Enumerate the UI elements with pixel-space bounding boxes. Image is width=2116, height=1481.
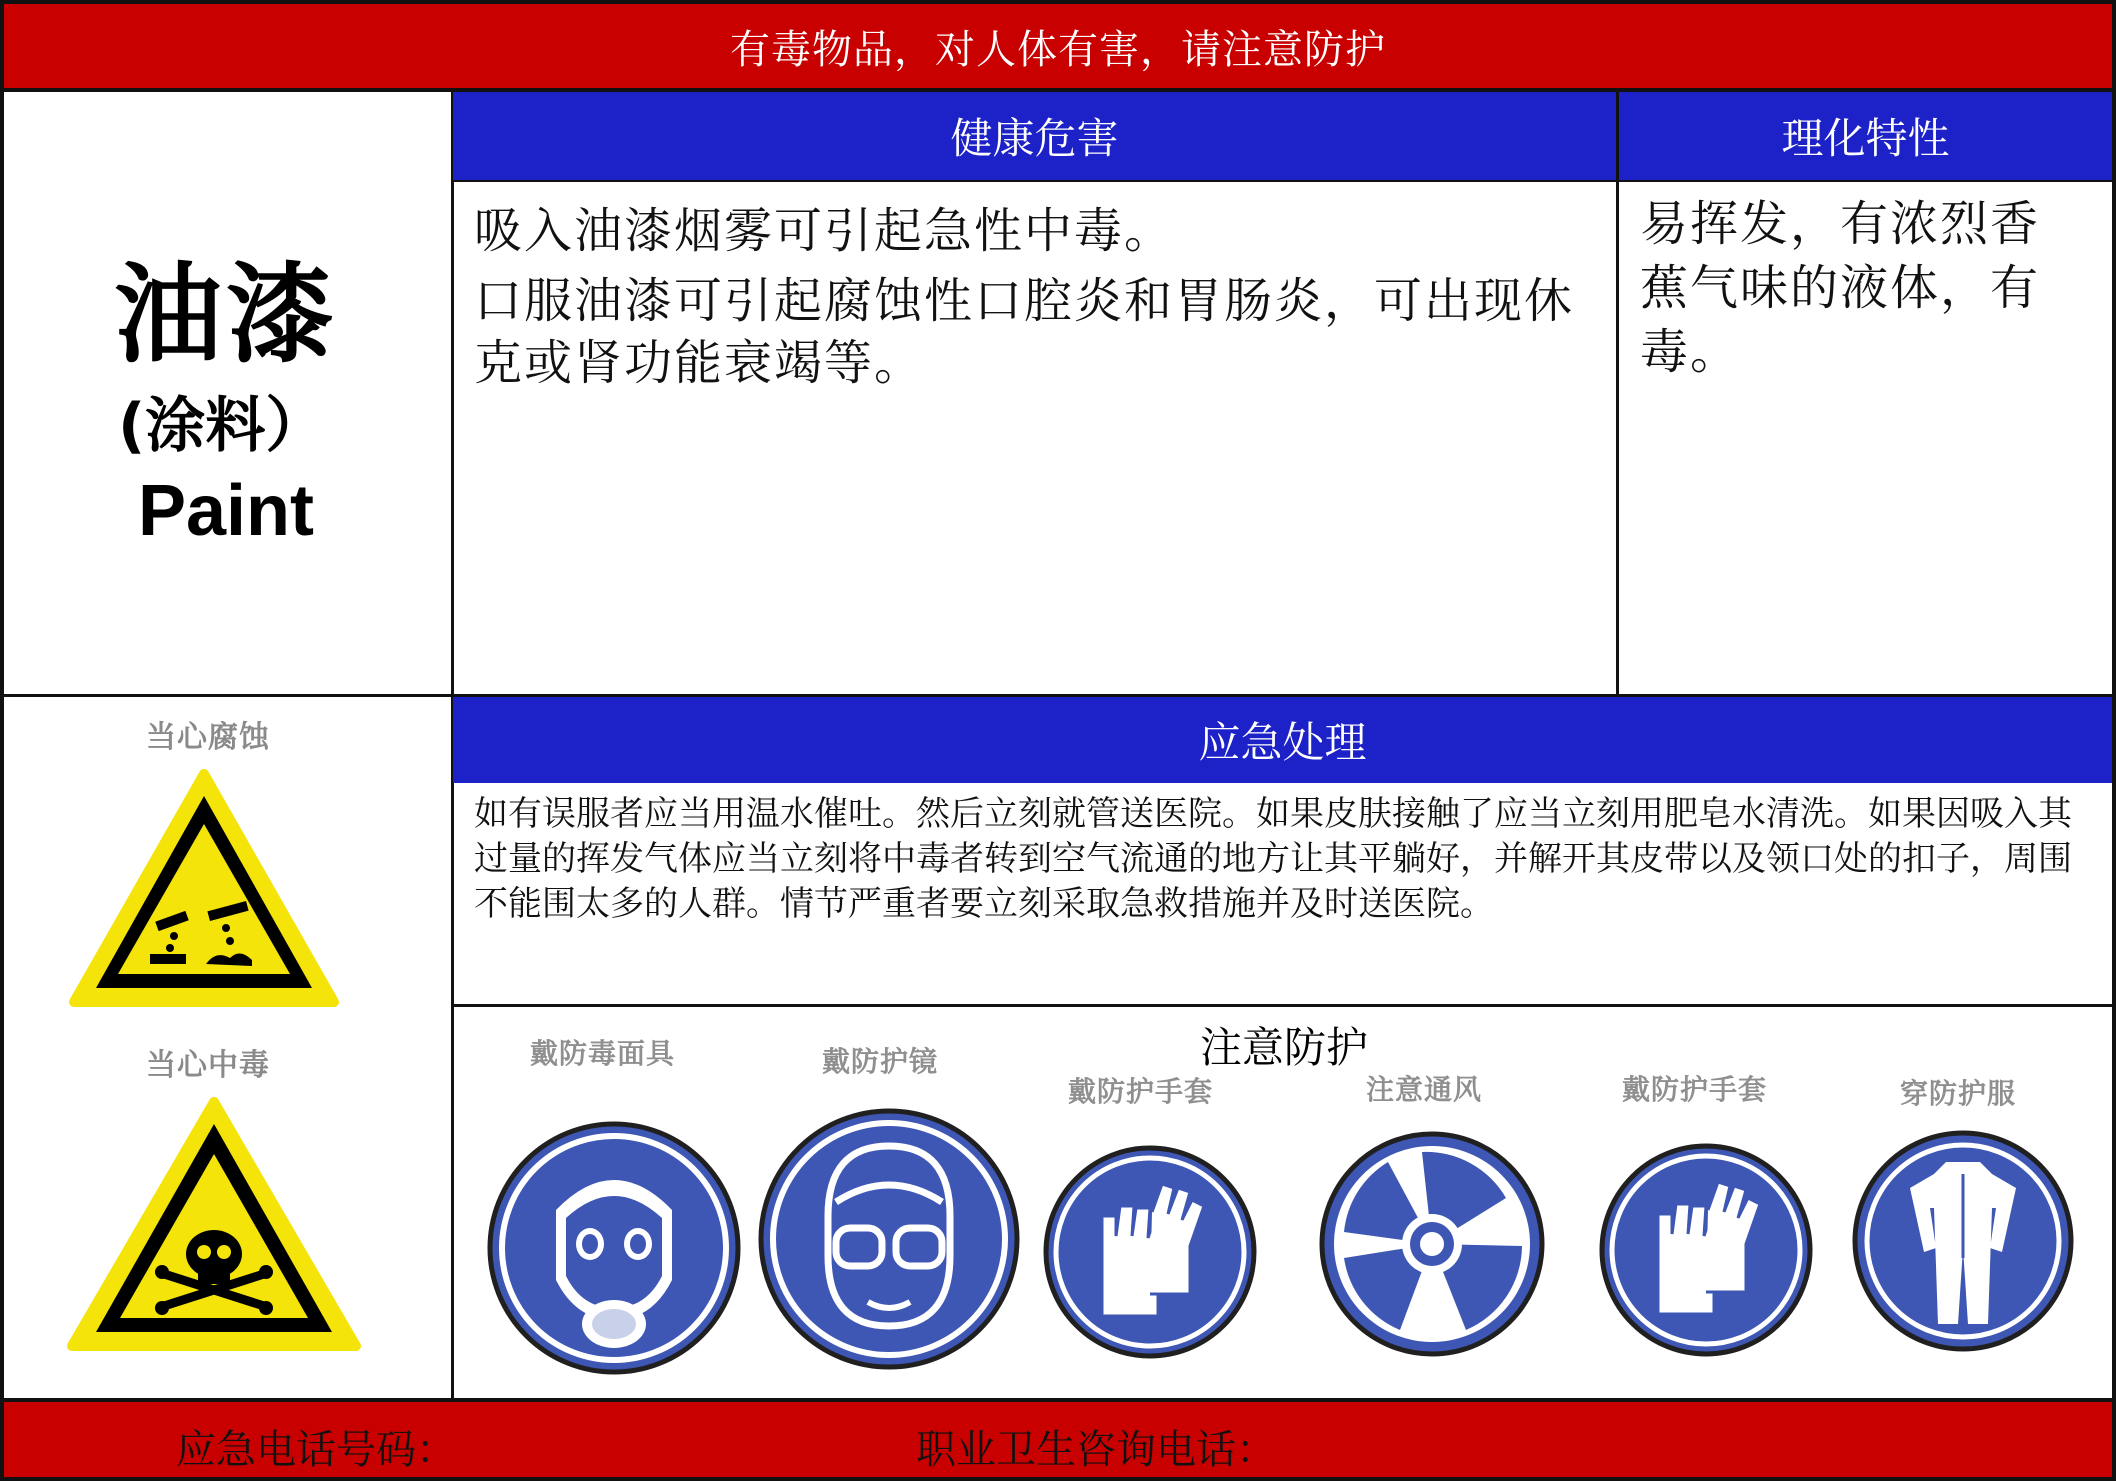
ppe-label: 戴防护手套 <box>1622 1073 1768 1106</box>
health-heading-text: 健康危害 <box>950 114 1119 163</box>
ppe-label: 穿防护服 <box>1900 1077 2017 1110</box>
emergency-phone-label: 应急电话号码： <box>176 1427 456 1473</box>
warning-label-corrosion: 当心腐蚀 <box>146 720 270 755</box>
emergency-heading-text: 应急处理 <box>1198 718 1367 767</box>
protection-heading: 注意防护 <box>1200 1023 1369 1072</box>
substance-name-cn: 油漆 <box>113 253 338 378</box>
ppe-label: 戴防毒面具 <box>530 1037 676 1070</box>
ppe-label: 戴防护手套 <box>1068 1075 1214 1108</box>
emergency-text: 如有误服者应当用温水催吐。然后立刻就管送医院。如果皮肤接触了应当立刻用肥皂水清洗。如果因吸入其过量的挥发气体应当立刻将中毒者转到空气流通的地方让其平躺好，并解开其皮带以及领口处的扣子，周围不能围太多的人群。情节严重者要立刻采取急救措施并及时送医院。 <box>474 794 2072 924</box>
health-text-2: 口服油漆可引起腐蚀性口腔炎和胃肠炎，可出现休克或肾功能衰竭等。 <box>474 273 1575 391</box>
health-text-1: 吸入油漆烟雾可引起急性中毒。 <box>474 203 1175 259</box>
warning-label-poison: 当心中毒 <box>146 1048 270 1083</box>
consult-phone-label: 职业卫生咨询电话： <box>916 1427 1276 1473</box>
properties-text: 易挥发，有浓烈香蕉气味的液体，有毒。 <box>1640 196 2041 380</box>
ppe-label: 戴防护镜 <box>822 1045 939 1078</box>
ppe-label: 注意通风 <box>1366 1073 1483 1106</box>
substance-name-sub: (涂料） <box>118 391 326 461</box>
properties-heading-text: 理化特性 <box>1781 114 1950 163</box>
warning-text: 有毒物品，对人体有害，请注意防护 <box>730 26 1386 73</box>
substance-name-en: Paint <box>137 471 315 551</box>
